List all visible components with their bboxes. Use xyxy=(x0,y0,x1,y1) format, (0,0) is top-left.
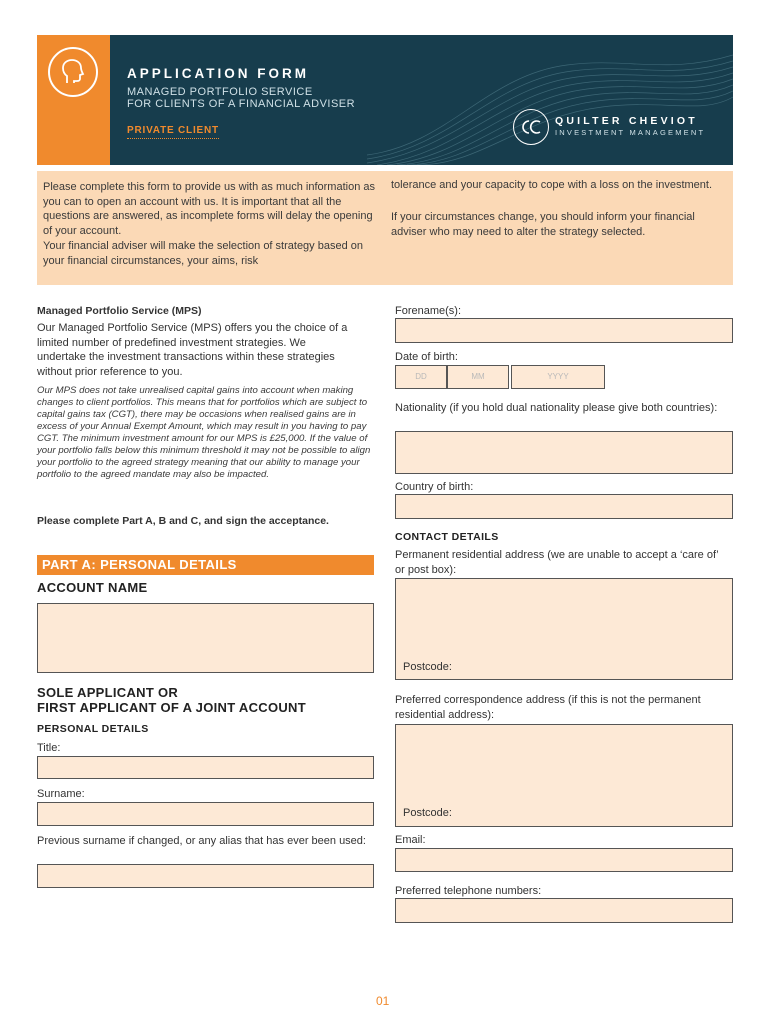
postcode-label-permanent: Postcode: xyxy=(403,661,452,673)
surname-label: Surname: xyxy=(37,788,85,800)
nationality-field[interactable] xyxy=(395,431,733,474)
account-name-field[interactable] xyxy=(37,603,374,673)
account-name-heading: ACCOUNT NAME xyxy=(37,580,148,595)
country-of-birth-field[interactable] xyxy=(395,494,733,519)
sole-applicant-heading-line2: FIRST APPLICANT OF A JOINT ACCOUNT xyxy=(37,700,306,715)
dob-year-field[interactable]: YYYY xyxy=(511,365,605,389)
intro-paragraph-3: tolerance and your capacity to cope with a loss on the investment. xyxy=(391,179,713,191)
forenames-field[interactable] xyxy=(395,318,733,343)
email-field[interactable] xyxy=(395,848,733,872)
email-label: Email: xyxy=(395,834,426,846)
personal-details-heading: PERSONAL DETAILS xyxy=(37,723,149,735)
form-subtitle-line2: FOR CLIENTS OF A FINANCIAL ADVISER xyxy=(127,98,356,110)
phone-label: Preferred telephone numbers: xyxy=(395,885,542,897)
previous-surname-field[interactable] xyxy=(37,864,374,888)
form-subtitle-line1: MANAGED PORTFOLIO SERVICE xyxy=(127,86,313,98)
previous-surname-label: Previous surname if changed, or any alias that has ever been used: xyxy=(37,835,366,847)
dob-month-field[interactable]: MM xyxy=(447,365,509,389)
mps-body: Our Managed Portfolio Service (MPS) offers you the choice of a limited number of predefined investment strategies. We undertake the investment transactions within these strategies without prior reference to you. xyxy=(37,322,348,378)
mps-heading: Managed Portfolio Service (MPS) xyxy=(37,305,202,317)
page-number: 01 xyxy=(376,994,390,1008)
sole-applicant-heading-line1: SOLE APPLICANT OR xyxy=(37,685,179,700)
forenames-label: Forename(s): xyxy=(395,305,462,317)
intro-paragraph-1: Please complete this form to provide us with as much information as you can to open an account with us. It is important that all the questions are answered, as incomplete forms will delay the opening of your account. xyxy=(43,181,375,237)
intro-paragraph-4: If your circumstances change, you should inform your financial adviser who may need to alter the strategy selected. xyxy=(391,211,695,238)
mps-note: Our MPS does not take unrealised capital gains into account when making changes to client portfolios. This means that for portfolios which are subject to capital gains tax (CGT), there may be occasions when realised gains are in excess of your Annual Exempt Amount, which may result in you having to pay CGT. The minimum investment amount for our MPS is £25,000. If the value of your portfolio falls below this minimum threshold it may not be possible to align your portfolio to the agreed strategy meaning that our ability to manage your portfolio to the agreed mandate may also be impacted. xyxy=(37,385,371,480)
dob-label: Date of birth: xyxy=(395,351,458,363)
country-of-birth-label: Country of birth: xyxy=(395,481,474,493)
permanent-address-label: Permanent residential address (we are unable to accept a ‘care of’ or post box): xyxy=(395,549,719,576)
nationality-label: Nationality (if you hold dual nationality please give both countries): xyxy=(395,402,718,414)
intro-box xyxy=(37,171,733,285)
private-client-label: PRIVATE CLIENT xyxy=(127,125,219,139)
completion-instruction: Please complete Part A, B and C, and sign the acceptance. xyxy=(37,515,329,527)
phone-field[interactable] xyxy=(395,898,733,923)
wave-lines-decoration xyxy=(367,35,733,165)
title-field[interactable] xyxy=(37,756,374,779)
postcode-label-correspondence: Postcode: xyxy=(403,807,452,819)
brand-subtitle: INVESTMENT MANAGEMENT xyxy=(555,128,706,137)
correspondence-address-field[interactable] xyxy=(395,724,733,827)
quilter-cheviot-logo-icon xyxy=(513,109,549,145)
head-profile-icon xyxy=(48,47,98,97)
correspondence-address-label: Preferred correspondence address (if this is not the permanent residential address): xyxy=(395,694,701,721)
title-label: Title: xyxy=(37,742,61,754)
dob-day-field[interactable]: DD xyxy=(395,365,447,389)
intro-paragraph-2: Your financial adviser will make the selection of strategy based on your financial circumstances, your aims, risk xyxy=(43,240,363,267)
contact-details-heading: CONTACT DETAILS xyxy=(395,531,499,543)
header-banner xyxy=(37,35,733,165)
surname-field[interactable] xyxy=(37,802,374,826)
part-a-banner: PART A: PERSONAL DETAILS xyxy=(37,555,374,575)
brand-name: QUILTER CHEVIOT xyxy=(555,115,698,127)
permanent-address-field[interactable] xyxy=(395,578,733,680)
form-title: APPLICATION FORM xyxy=(127,66,309,81)
